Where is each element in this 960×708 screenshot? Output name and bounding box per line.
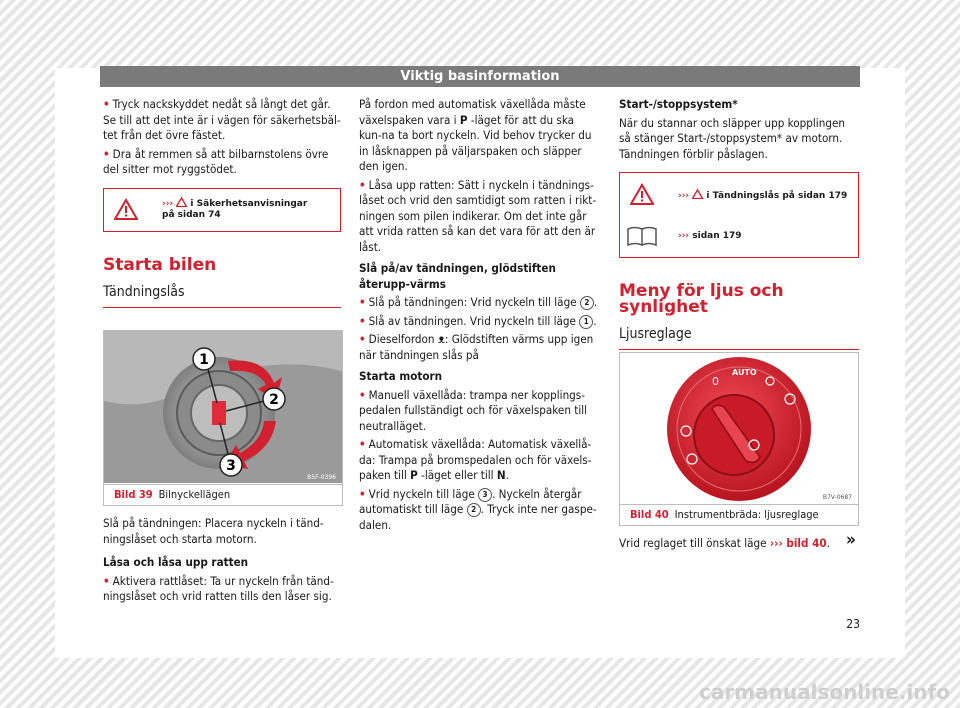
position-marker: 2 — [467, 503, 481, 517]
continue-arrow-icon: » — [846, 530, 856, 550]
warning-ref[interactable]: i Säkerhetsanvisningar på sidan 74 — [162, 198, 308, 220]
bullet-item: • Låsa upp ratten: Sätt i nyckeln i tändnings-låset och vrid den samtidigt som ratten i rikt-ningen som pilen indikerar. Om det inte går att vrida ratten så kan det vara för att den är låst. — [359, 177, 597, 254]
subsection-heading: Tändningslås — [103, 285, 341, 308]
svg-text:1: 1 — [199, 352, 209, 368]
figure-ignition — [103, 330, 343, 506]
bullet-item: • Aktivera rattlåset: Ta ur nyckeln från tänd-ningslåset och vrid ratten tills den låser sig. — [103, 573, 334, 603]
light-switch-image — [620, 353, 858, 503]
subheading: Låsa och låsa upp ratten — [103, 555, 249, 569]
bullet-item: • Slå på tändningen: Vrid nyckeln till läge 2 . — [359, 295, 598, 309]
figure-caption: Bild 39 Bilnyckellägen — [104, 484, 342, 505]
position-marker: 2 — [580, 296, 594, 310]
svg-text:3: 3 — [226, 458, 236, 474]
column-2 — [359, 97, 599, 536]
position-marker: 1 — [579, 315, 593, 329]
warning-triangle-icon — [114, 198, 138, 220]
warning-box: ››› i Säkerhetsanvisningar på sidan 74 — [103, 188, 341, 232]
subheading: Start-/stoppsystem* — [619, 97, 738, 111]
bullet-item: • Automatisk växellåda: Automatisk växellå-da: Trampa på bromspedalen och för växels-paken till P -läget eller till N. — [359, 437, 592, 482]
ignition-image — [104, 331, 342, 483]
paragraph: På fordon med automatisk växellåda måste växelspaken vara i P -läget för att du ska kun-na ta bort nyckeln. Vid behov trycker du in låsknappen på väljarspaken och släpper den igen. — [359, 97, 592, 173]
note-ref[interactable]: sidan 179 — [692, 231, 742, 241]
bullet-item: • Manuell växellåda: trampa ner kopplings-pedalen fullständigt och för växelspaken till neutralläget. — [359, 387, 588, 433]
paragraph: När du stannar och släpper upp kopplingen så stänger Start-/stoppsystem* av motorn. Tändningen förblir påslagen. — [619, 115, 845, 161]
paragraph: Slå på tändningen: Placera nyckeln i tänd-ningslåset och starta motorn. — [103, 516, 324, 546]
subsection-heading: Ljusreglage — [619, 327, 859, 350]
section-heading: Meny för ljus och synlighet — [619, 281, 784, 317]
figure-code: B5F-0396 — [307, 474, 336, 481]
figure-light-switch — [619, 352, 859, 526]
warning-small-icon — [176, 197, 187, 207]
position-marker: 3 — [478, 488, 492, 502]
warning-small-icon — [692, 189, 703, 199]
column-3 — [619, 97, 859, 350]
bullet-item: • Tryck nackskyddet nedåt så långt det går. Se till att det inte är i vägen för säkerhetsbäl-tet från det övre fästet. — [103, 97, 341, 142]
watermark: carmanualsonline.info — [699, 680, 950, 704]
bullet-item: • Dra åt remmen så att bilbarnstolens övre del sitter mot ryggstödet. — [103, 146, 329, 176]
warning-triangle-icon — [630, 183, 654, 205]
page-number: 23 — [846, 617, 860, 631]
svg-text:AUTO: AUTO — [732, 368, 757, 377]
column-1 — [103, 97, 341, 308]
figure-code: B7V-0687 — [822, 494, 852, 501]
paragraph: Vrid reglaget till önskat läge ››› bild 40. — [619, 536, 830, 550]
page-header: Viktig basinformation — [100, 66, 860, 87]
svg-text:2: 2 — [269, 392, 279, 408]
figure-ref-link[interactable]: ››› bild 40 — [769, 536, 827, 550]
section-heading: Starta bilen — [103, 254, 217, 275]
figure-caption: Bild 40 Instrumentbräda: ljusreglage — [620, 504, 858, 525]
subheading: Starta motorn — [359, 369, 443, 383]
bullet-item: • Slå av tändningen. Vrid nyckeln till läge 1 . — [359, 313, 597, 328]
column-1-lower — [103, 516, 341, 608]
svg-text:0: 0 — [712, 375, 719, 388]
bullet-item: • Vrid nyckeln till läge 3 . Nyckeln återgår automatiskt till läge 2 . Tryck inte ner gaspe-dalen. — [359, 486, 597, 532]
warning-ref[interactable]: i Tändningslås på sidan 179 — [706, 191, 848, 201]
bullet-item: • Dieselfordon ᴥ: Glödstiften värms upp igen när tändningen slås på — [359, 332, 594, 362]
note-book-icon — [626, 225, 660, 247]
subheading: Slå på/av tändningen, glödstiften återupp-värms — [359, 261, 556, 291]
column-3-lower — [619, 536, 859, 555]
warning-box: ››› i Tändningslås på sidan 179 ››› sidan 179 — [619, 172, 859, 258]
